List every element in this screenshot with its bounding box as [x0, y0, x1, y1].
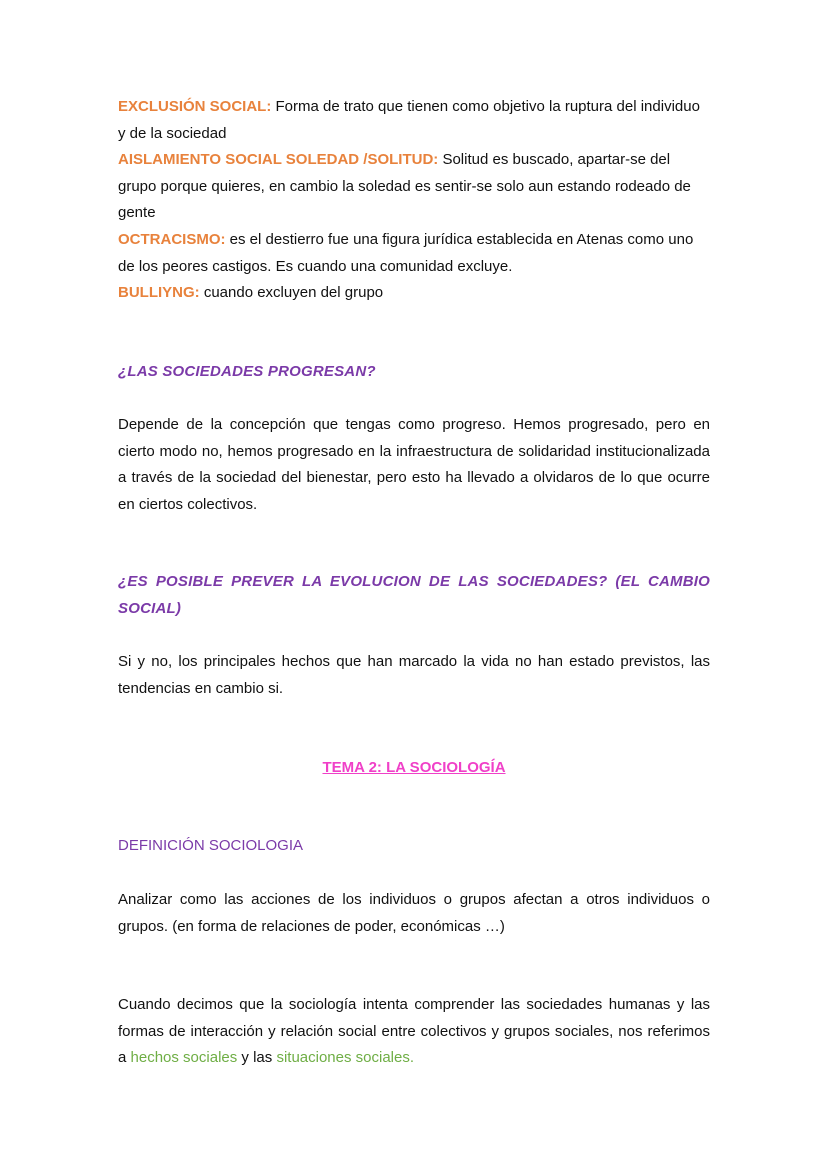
definition-text: Forma de trato que tienen como objetivo la ruptura del individuo y de la sociedad: [118, 98, 700, 142]
term: OCTRACISMO:: [118, 230, 226, 248]
definition-text: Solitud es buscado, apartar-se del grupo porque quieres, en cambio la soledad es sentir-se solo aun estando rodeado de gente: [118, 151, 691, 222]
definition-heading: DEFINICIÓN SOCIOLOGIA: [118, 837, 304, 854]
text: Cuando decimos que la sociología intenta comprender las sociedades humanas y las formas de interacción y relación social entre colectivos y grupos sociales, nos referimos a: [118, 996, 710, 1067]
paragraph-progreso: Depende de la concepción que tengas como progreso. Hemos progresado, pero en cierto modo no, hemos progresado en la infraestructura de solidaridad institucionalizada a través de la sociedad del bienestar, pero esto ha llevado a olvidaros de lo que ocurre en ciertos colectivos.: [118, 416, 710, 513]
definition-text: es el destierro fue una figura jurídica establecida en Atenas como uno de los peores castigos. Es cuando una comunidad excluye.: [118, 230, 694, 275]
term: AISLAMIENTO SOCIAL SOLEDAD /SOLITUD:: [118, 151, 439, 169]
definition-ostracismo: [118, 227, 710, 280]
section-heading-progreso: ¿LAS SOCIEDADES PROGRESAN?: [118, 363, 376, 380]
chapter-title: TEMA 2: LA SOCIOLOGÍA: [322, 759, 506, 776]
paragraph-cambio-social: Si y no, los principales hechos que han marcado la vida no han estado previstos, las tendencias en cambio si.: [118, 653, 710, 697]
section-heading-cambio-social: ¿ES POSIBLE PREVER LA EVOLUCION DE LAS SOCIEDADES? (EL CAMBIO SOCIAL): [118, 573, 710, 617]
definition-text: cuando excluyen del grupo: [199, 284, 384, 302]
highlight-situaciones-sociales: situaciones sociales.: [276, 1049, 415, 1067]
paragraph-definicion: Analizar como las acciones de los individuos o grupos afectan a otros individuos o grupos. (en forma de relaciones de poder, económicas …): [118, 891, 710, 935]
definition-exclusion: [118, 94, 710, 147]
highlight-hechos-sociales: hechos sociales: [130, 1049, 238, 1067]
term: EXCLUSIÓN SOCIAL:: [118, 98, 272, 115]
definitions-list: [118, 94, 710, 307]
definition-aislamiento: [118, 147, 710, 227]
term: BULLIYNG:: [118, 284, 200, 302]
paragraph-hechos-sociales: [118, 992, 710, 1072]
text: y las: [237, 1049, 277, 1067]
definition-bullying: [118, 280, 710, 307]
